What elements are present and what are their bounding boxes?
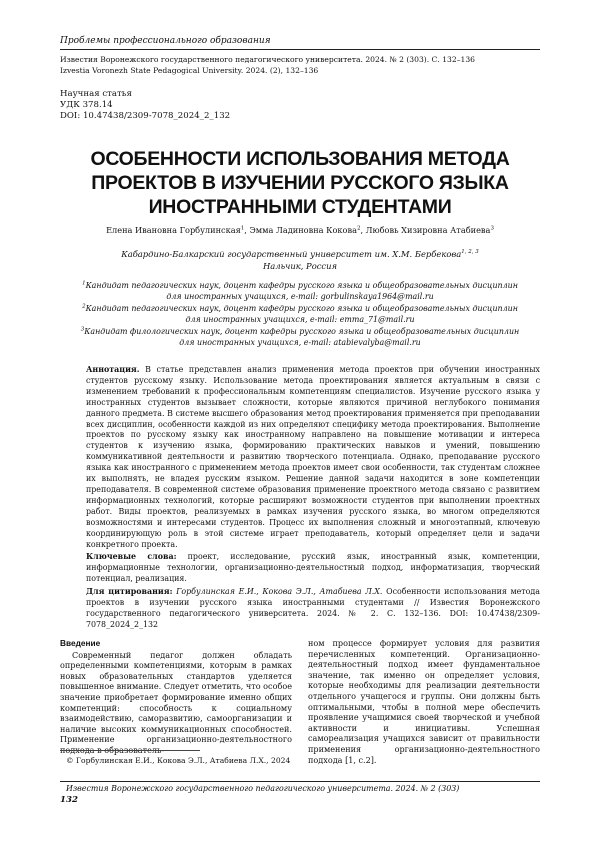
running-title: Проблемы профессионального образования <box>60 36 271 46</box>
credit-line <box>60 303 540 314</box>
left-column <box>60 638 292 756</box>
citation-ru: Известия Воронежского государственного педагогического университета. 2024. № 2 (303). С. 132–136 <box>60 55 475 64</box>
doi: DOI: 10.47438/2309-7078_2024_2_132 <box>60 111 231 121</box>
page-number: 132 <box>60 795 78 805</box>
title-line: ПРОЕКТОВ В ИЗУЧЕНИИ РУССКОГО ЯЗЫКА <box>91 172 509 194</box>
copyright: © Горбулинская Е.И., Кокова Э.Л., Атабиева Л.Х., 2024 <box>66 756 291 765</box>
credit-email-line: для иностранных учащихся, e-mail: emma_71@mail.ru <box>185 315 415 324</box>
abstract <box>86 365 540 550</box>
author-credits <box>60 280 540 349</box>
udk: УДК 378.14 <box>60 100 113 110</box>
citation-en: Izvestia Voronezh State Pedagogical University. 2024. (2), 132–136 <box>60 66 319 75</box>
affiliation-city: Нальчик, Россия <box>262 261 338 271</box>
credit-text: Кандидат педагогических наук, доцент кафедры русского языка и общеобразовательных дисциплин <box>85 304 518 313</box>
credit-email-line: для иностранных учащихся, e-mail: atabievalyba@mail.ru <box>179 338 421 347</box>
authors: Елена Ивановна Горбулинская$^1$, Эмма Ладиновна Кокова$^2$, Любовь Хизировна Атабиева$^3$ <box>106 225 494 235</box>
university-name: Кабардино-Балкарский государственный университет им. Х.М. Бербекова <box>121 249 462 259</box>
article-title <box>40 147 560 219</box>
footer-journal: Известия Воронежского государственного педагогического университета. 2024. № 2 (303) <box>66 784 460 793</box>
title-line: ОСОБЕННОСТИ ИСПОЛЬЗОВАНИЯ МЕТОДА <box>90 148 510 170</box>
credit-text: Кандидат филологических наук, доцент кафедры русского языка и общеобразовательных дисциплин <box>84 327 520 336</box>
right-column <box>308 638 540 765</box>
credit-text: Кандидат педагогических наук, доцент кафедры русского языка и общеобразовательных дисциплин <box>85 281 518 290</box>
author-name: Елена Ивановна Горбулинская <box>106 225 241 235</box>
cite-text: Особенности использования метода проектов в изучении русского языка иностранными студентами // Известия Воронежского государственного педагогического университета. 2024. № 2. С. 132–136. DOI: 10.47438/2309-7078_2024_2_132 <box>86 587 540 629</box>
credit-line <box>60 326 540 337</box>
credit-line <box>60 280 540 291</box>
credit-sup: 2 <box>82 303 86 310</box>
credit-sup: 1 <box>82 280 86 287</box>
university-sups: 1, 2, 3 <box>461 249 479 256</box>
intro-paragraph-right: ном процессе формирует условия для развития перечисленных компетенций. Организационно-деятельностный подход имеет фундаментальное значение, так именно он определяет условия, которые необходимы для реализации деятельности отдельного учащегося и группы. Они должны быть оптимальными, чтобы в полной мере обеспечить проявление учащимися своей творческой и учебной активности и инициативы. Успешная самореализация учащихся зависит от правильности применения организационно-деятельностного подхода [1, с.2]. <box>308 638 540 765</box>
author-name: Любовь Хизировна Атабиева <box>365 225 491 235</box>
abstract-block <box>86 365 540 631</box>
cite-authors: Горбулинская Е.И., Кокова Э.Л., Атабиева Л.Х. <box>176 587 383 597</box>
title-line: ИНОСТРАННЫМИ СТУДЕНТАМИ <box>148 196 452 218</box>
keywords-label: Ключевые слова: <box>86 552 177 562</box>
author-sup: 1 <box>240 225 245 232</box>
author-sup: 3 <box>490 225 494 232</box>
article-type: Научная статья <box>60 89 132 99</box>
footer-rule <box>60 781 540 782</box>
author-name: Эмма Ладиновна Кокова <box>249 225 357 235</box>
author-sup: 2 <box>356 225 361 232</box>
keywords-text: проект, исследование, русский язык, иностранный язык, компетенции, информационные технологии, организационно-деятельностный подход, информатизация, творческий потенциал, реализация. <box>86 552 541 584</box>
abstract-label: Аннотация. <box>86 365 140 374</box>
keywords <box>86 552 540 585</box>
credit-email-line: для иностранных учащихся, e-mail: gorbulinskaya1964@mail.ru <box>166 292 434 301</box>
header-rule <box>60 49 540 50</box>
section-heading: Введение <box>60 638 101 648</box>
cite-label: Для цитирования: <box>86 587 173 597</box>
abstract-text: В статье представлен анализ применения метода проектов при обучении иностранных студентов русскому языку. Использование метода проектирования является актуальным в связи с изменением требований к профессиональным компетенциям специалистов. Изучение русского языка у иностранных студентов вызывает сложности, которые являются причиной неглубокого понимания данного предмета. В системе высшего образования метод проектирования применяется при преподавании всех дисциплин, особенности каждой из них определяют специфику метода проектирования. Выполнение проектов по русскому языку как иностранному направлено на повышение мотивации и интереса студентов к изучению языка, формированию практических навыков и умений, повышению коммуникативной деятельности и развитию творческого потенциала. Однако, преподавание русского языка как иностранного с применением метода проектов имеет свои особенности, так студентам сложнее их выполнять, не владея русским языком. Решение данной задачи находится в зоне компетенции преподавателя. В современной системе образования применение проектного метода связано с развитием информационных технологий, которые расширяют возможности студентов при выполнении проектных работ. Виды проектов, реализуемых в рамках изучения русского языка, во многом определяются возможностями и интересами студентов. Процесс их выполнения сложный и многоэтапный, ключевую координирующую роль в этой системе играет преподаватель, который определяет цели и задачи конкретного проекта. <box>86 365 541 549</box>
citation-block <box>86 587 540 631</box>
intro-paragraph-left: Современный педагог должен обладать определенными компетенциями, которым в рамках новых образовательных стандартов уделяется повышенное внимание. Следует отметить, что особое значение приобретает формирование именно общих компетенций: способность к социальному взаимодействию, саморазвитию, самоорганизации и наличие высоких коммуникационных способностей. Применение организационно-деятельностного подхода в образователь- <box>60 649 292 755</box>
footnote-rule <box>60 750 200 751</box>
affiliation-university <box>60 249 540 259</box>
credit-sup: 3 <box>80 326 85 333</box>
